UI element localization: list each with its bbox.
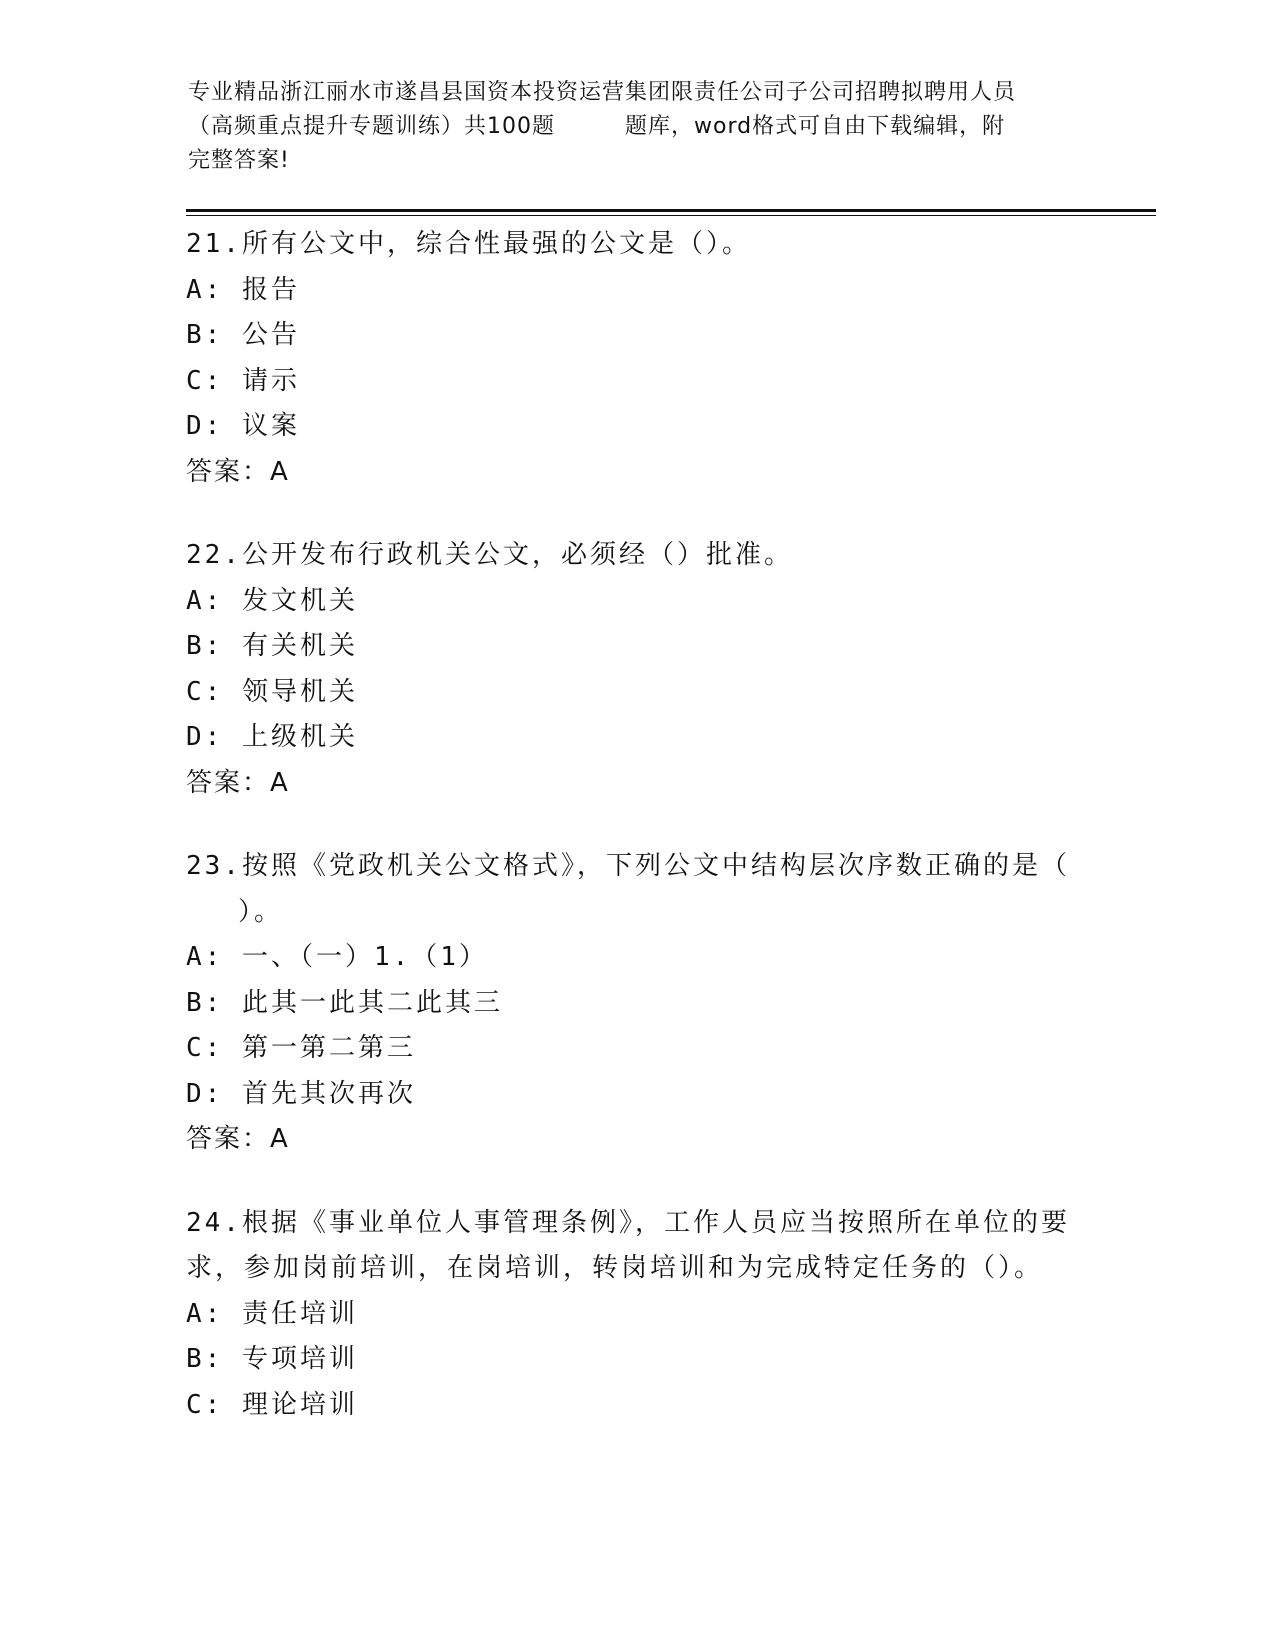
question-text: 22.公开发布行政机关公文，必须经（）批准。 — [186, 540, 793, 570]
option-a: A: 发文机关 — [186, 585, 358, 616]
option-b: B: 此其一此其二此其三 — [186, 987, 503, 1018]
option-b: B: 专项培训 — [186, 1344, 358, 1374]
header-line-2 — [188, 110, 1088, 144]
option-b: B: 有关机关 — [186, 631, 358, 661]
option-d: D: 上级机关 — [186, 722, 358, 752]
document-header — [188, 76, 1088, 178]
header-line-2b: 题库，word格式可自由下载编辑，附 — [625, 114, 1006, 139]
question-21 — [186, 222, 1086, 495]
header-line-3: 完整答案! — [188, 148, 290, 173]
question-list — [186, 222, 1086, 1466]
option-d: D: 议案 — [186, 411, 300, 441]
header-line-1: 专业精品浙江丽水市遂昌县国资本投资运营集团限责任公司子公司招聘拟聘用人员 — [188, 80, 1017, 105]
option-b: B: 公告 — [186, 320, 300, 350]
question-text-line-2: 求，参加岗前培训，在岗培训，转岗培训和为完成特定任务的（）。 — [186, 1253, 1044, 1283]
answer: 答案：A — [186, 767, 290, 798]
question-text-line-1: 23.按照《党政机关公文格式》，下列公文中结构层次序数正确的是（ — [186, 851, 1070, 881]
option-a: A: 报告 — [186, 274, 300, 305]
question-22 — [186, 533, 1086, 806]
option-c: C: 理论培训 — [186, 1389, 358, 1420]
header-divider-thin — [186, 215, 1156, 216]
question-24 — [186, 1201, 1086, 1429]
answer: 答案：A — [186, 1124, 290, 1154]
question-23 — [186, 844, 1086, 1163]
option-a: A: 责任培训 — [186, 1298, 358, 1329]
answer: 答案：A — [186, 456, 290, 487]
option-c: C: 领导机关 — [186, 676, 358, 707]
question-text-line-1: 24.根据《事业单位人事管理条例》，工作人员应当按照所在单位的要 — [186, 1207, 1070, 1238]
header-divider-thick — [186, 209, 1156, 212]
question-text — [186, 844, 1086, 935]
option-a: A: 一、（一）1.（1） — [186, 942, 488, 972]
header-line-2a: （高频重点提升专题训练）共100题 — [188, 114, 555, 139]
option-d: D: 首先其次再次 — [186, 1078, 416, 1109]
option-c: C: 请示 — [186, 365, 300, 396]
question-text — [186, 1201, 1086, 1292]
question-text-line-2: ）。 — [238, 896, 284, 927]
option-c: C: 第一第二第三 — [186, 1033, 416, 1063]
question-text: 21.所有公文中，综合性最强的公文是（）。 — [186, 229, 751, 259]
